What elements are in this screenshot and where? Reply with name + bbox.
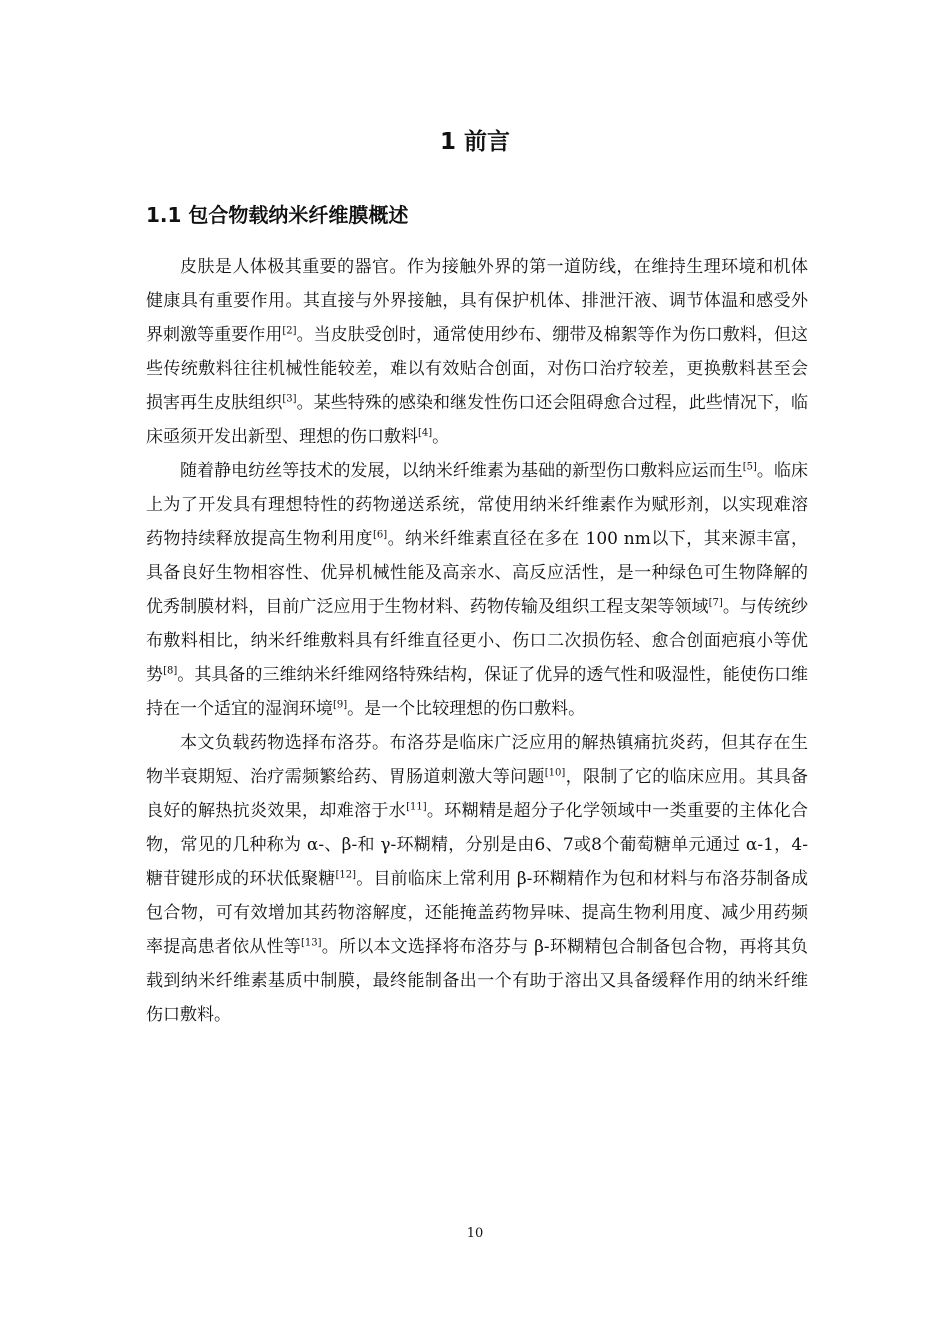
paragraph-3 xyxy=(146,726,808,1032)
citation: [9] xyxy=(333,699,348,711)
text-run: 。 xyxy=(432,427,450,447)
citation: [11] xyxy=(406,801,427,813)
citation: [8] xyxy=(163,665,178,677)
text-run: 。是一个比较理想的伤口敷料。 xyxy=(347,699,586,719)
text-run: 皮肤是人体极其重要的器官。作为接触外界的第一道防线，在维持生理环境和机体健康具有重要作用。其直接与外界接触，具有保护机体、排泄汗液、调节体温和感受外界刺激等重要作用 xyxy=(146,257,808,345)
body-text xyxy=(146,250,808,1032)
citation: [12] xyxy=(335,869,356,881)
section-title: 1.1 包合物载纳米纤维膜概述 xyxy=(146,203,409,227)
citation: [4] xyxy=(418,427,433,439)
chapter-title: 1 前言 xyxy=(439,129,510,155)
citation: [10] xyxy=(544,767,566,779)
text-run: 。与传统纱布敷料相比，纳米纤维敷料具有纤维直径更小、伤口二次损伤轻、愈合创面疤痕小等优势 xyxy=(146,597,809,685)
citation: [5] xyxy=(742,461,757,473)
text-run: 。临床上为了开发具有理想特性的药物递送系统，常使用纳米纤维素作为赋形剂，以实现难溶药物持续释放提高生物利用度 xyxy=(146,461,809,549)
citation: [13] xyxy=(301,937,322,949)
citation: [7] xyxy=(708,597,723,609)
citation: [6] xyxy=(372,529,388,541)
citation: [2] xyxy=(282,325,297,337)
text-run: ，限制了它的临床应用。其具备良好的解热抗炎效果，却难溶于水 xyxy=(146,767,808,821)
text-run: 本文负载药物选择布洛芬。布洛芬是临床广泛应用的解热镇痛抗炎药，但其存在生物半衰期短、治疗需频繁给药、胃肠道刺激大等问题 xyxy=(146,733,808,787)
text-run: 。环糊精是超分子化学领域中一类重要的主体化合物，常见的几种称为 α-、β-和 γ-环糊精，分别是由6、7或8个葡萄糖单元通过 α-1，4-糖苷键形成的环状低聚糖 xyxy=(146,801,809,889)
page-number: 10 xyxy=(466,1226,484,1241)
text-run: 。纳米纤维素直径在多在 100 nm以下，其来源丰富，具备良好生物相容性、优异机械性能及高亲水、高反应活性，是一种绿色可生物降解的优秀制膜材料，目前广泛应用于生物材料、药物传输及组织工程支架等领域 xyxy=(146,529,809,617)
text-run: 。某些特殊的感染和继发性伤口还会阻碍愈合过程，此些情况下，临床亟须开发出新型、理想的伤口敷料 xyxy=(146,393,809,447)
text-run: 。其具备的三维纳米纤维网络特殊结构，保证了优异的透气性和吸湿性，能使伤口维持在一个适宜的湿润环境 xyxy=(146,665,809,719)
text-run: 。所以本文选择将布洛芬与 β-环糊精包合制备包合物，再将其负载到纳米纤维素基质中制膜，最终能制备出一个有助于溶出又具备缓释作用的纳米纤维伤口敷料。 xyxy=(146,937,808,1025)
paragraph-1 xyxy=(146,250,808,454)
text-run: 。当皮肤受创时，通常使用纱布、绷带及棉絮等作为伤口敷料，但这些传统敷料往往机械性能较差，难以有效贴合创面，对伤口治疗较差，更换敷料甚至会损害再生皮肤组织 xyxy=(146,325,809,413)
paragraph-2 xyxy=(146,454,808,726)
text-run: 随着静电纺丝等技术的发展，以纳米纤维素为基础的新型伤口敷料应运而生 xyxy=(180,461,743,481)
text-run: 。目前临床上常利用 β-环糊精作为包和材料与布洛芬制备成包合物，可有效增加其药物溶解度，还能掩盖药物异味、提高生物利用度、减少用药频率提高患者依从性等 xyxy=(146,869,809,957)
citation: [3] xyxy=(282,393,297,405)
